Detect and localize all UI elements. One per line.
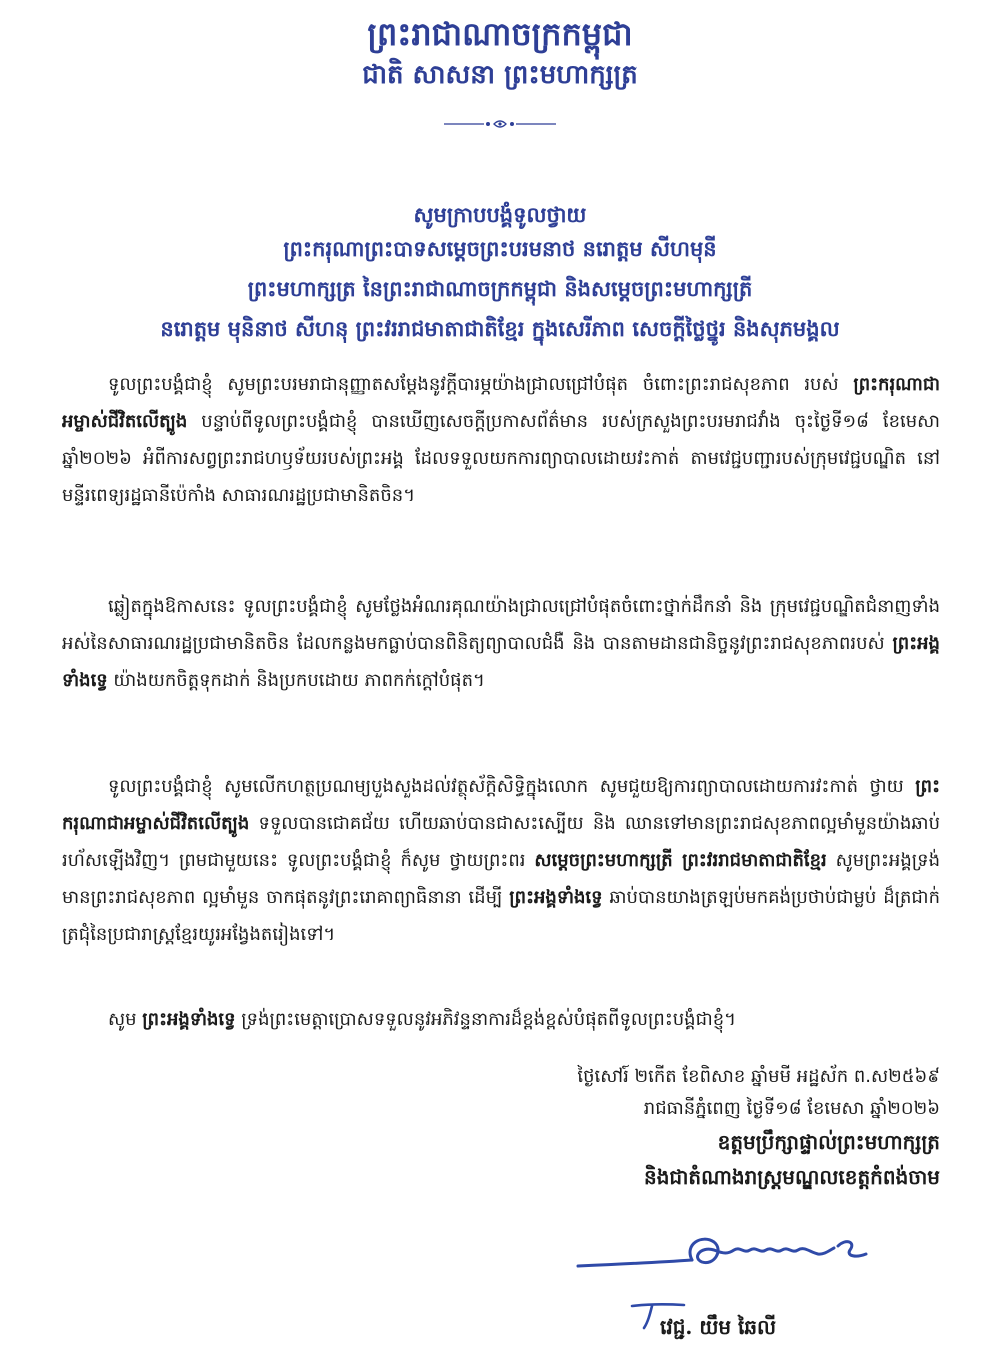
address-line-2: ព្រះករុណាព្រះបាទសម្តេចព្រះបរមនាថ នរោត្តម សីហមុនី	[283, 236, 717, 261]
highlight-both-majesties: ព្រះអង្គទាំងទ្វេ	[509, 887, 603, 908]
paragraph-2: ឆ្លៀតក្នុងឱកាសនេះ ទូលព្រះបង្គំជាខ្ញុំ សូមថ្លែងអំណរគុណយ៉ាងជ្រាលជ្រៅបំផុតចំពោះថ្នាក់ដឹកនាំ និង ក្រុមវេជ្ជបណ្ឌិតជំនាញទាំងអស់នៃសាធារណរដ្ឋប្រជាមានិតចិន ដែលកន្លងមកធ្លាប់បានពិនិត្យព្យាបាលជំងឺ និង បានតាមដានជានិច្ចនូវព្រះរាជសុខភាពរបស់ ព្រះអង្គទាំងទ្វេ យ៉ាងយកចិត្តទុកដាក់ និងប្រកបដោយ ភាពកក់ក្តៅបំផុត។	[62, 596, 940, 691]
address-line-3: ព្រះមហាក្សត្រ នៃព្រះរាជាណាចក្រកម្ពុជា និងសម្តេចព្រះមហាក្សត្រី	[247, 276, 753, 301]
paragraph-1: ទូលព្រះបង្គំជាខ្ញុំ សូមព្រះបរមរាជានុញ្ញាតសម្តែងនូវក្តីបារម្ភយ៉ាងជ្រាលជ្រៅបំផុត ចំពោះព្រះរាជសុខភាព របស់ ព្រះករុណាជាអម្ចាស់ជីវិតលើត្បូង បន្ទាប់ពីទូលព្រះបង្គំជាខ្ញុំ បានឃើញសេចក្តីប្រកាសព័ត៌មាន របស់ក្រសួងព្រះបរមរាជវាំង ចុះថ្ងៃទី១៨ ខែមេសា ឆ្នាំ២០២៦ អំពីការសព្វព្រះរាជហឫទ័យរបស់ព្រះអង្គ ដែលទទួលយកការព្យាបាលដោយវះកាត់ តាមវេជ្ជបញ្ជារបស់ក្រុមវេជ្ជបណ្ឌិត នៅមន្ទីរពេទ្យរដ្ឋធានីប៉េកាំង សាធារណរដ្ឋប្រជាមានិតចិន។	[62, 374, 940, 506]
signer-title-2: និងជាតំណាងរាស្ត្រមណ្ឌលខេត្តកំពង់ចាម	[644, 1165, 940, 1189]
kingdom-heading: ព្រះរាជាណាចក្រកម្ពុជា	[367, 15, 633, 53]
signer-name: វេជ្ជ. យឹម ឆៃលី	[660, 1315, 777, 1339]
highlight-both-majesties: ព្រះអង្គទាំងទ្វេ	[142, 1009, 236, 1030]
highlight-king: ព្រះករុណាជាអម្ចាស់ជីវិតលើត្បូង	[62, 374, 940, 432]
signer-title-1: ឧត្តមប្រឹក្សាផ្ទាល់ព្រះមហាក្សត្រ	[717, 1130, 940, 1154]
highlight-queen-mother: សម្តេចព្រះមហាក្សត្រី ព្រះវររាជមាតាជាតិខ្មែរ	[534, 850, 827, 871]
paragraph-4: សូម ព្រះអង្គទាំងទ្វេ ទ្រង់ព្រះមេត្តាប្រោសទទួលនូវអភិវន្ទនាការដ៏ខ្ពង់ខ្ពស់បំផុតពីទូលព្រះបង្គំជាខ្ញុំ។	[108, 1009, 737, 1030]
address-line-1: សូមក្រាបបង្គំទូលថ្វាយ	[413, 202, 587, 227]
highlight-both-majesties: ព្រះអង្គទាំងទ្វេ	[62, 633, 940, 691]
national-motto: ជាតិ សាសនា ព្រះមហាក្សត្រ	[362, 60, 638, 90]
lunar-date: ថ្ងៃសៅរ៍ ២កើត ខែពិសាខ ឆ្នាំមមី អដ្ឋស័ក ព.ស២៥៦៩	[577, 1066, 940, 1087]
highlight-king: ព្រះករុណាជាអម្ចាស់ជីវិតលើត្បូង	[62, 776, 940, 834]
paragraph-3: ទូលព្រះបង្គំជាខ្ញុំ សូមលើកហត្ថប្រណម្យបួងសួងដល់វត្ថុស័ក្តិសិទ្ធិក្នុងលោក សូមជួយឱ្យការព្យាបាលដោយការវះកាត់ ថ្វាយ ព្រះករុណាជាអម្ចាស់ជីវិតលើត្បូង ទទួលបានជោគជ័យ ហើយឆាប់បានជាសះស្បើយ និង ឈានទៅមានព្រះរាជសុខភាពល្អមាំមួនយ៉ាងឆាប់រហ័សឡើងវិញ។ ព្រមជាមួយនេះ ទូលព្រះបង្គំជាខ្ញុំ ក៏សូម ថ្វាយព្រះពរ សម្តេចព្រះមហាក្សត្រី ព្រះវររាជមាតាជាតិខ្មែរ សូមព្រះអង្គទ្រង់មានព្រះរាជសុខភាព ល្អមាំមួន ចាកផុតនូវព្រះរោគាព្យាធិនានា ដើម្បី ព្រះអង្គទាំងទ្វេ ឆាប់បានយាងត្រឡប់មកគង់ប្រថាប់ជាម្លប់ ដ៏ត្រជាក់ត្រជុំនៃប្រជារាស្ត្រខ្មែរយូរអង្វែងតរៀងទៅ។	[62, 776, 940, 945]
handwritten-signature	[574, 1224, 874, 1284]
ornamental-divider	[444, 118, 556, 130]
address-line-4: នរោត្តម មុនិនាថ សីហនុ ព្រះវររាជមាតាជាតិខ្មែរ ក្នុងសេរីភាព សេចក្តីថ្លៃថ្នូរ និងសុភមង្គល	[160, 316, 840, 341]
solar-date: រាជធានីភ្នំពេញ ថ្ងៃទី១៨ ខែមេសា ឆ្នាំ២០២៦	[643, 1098, 940, 1119]
